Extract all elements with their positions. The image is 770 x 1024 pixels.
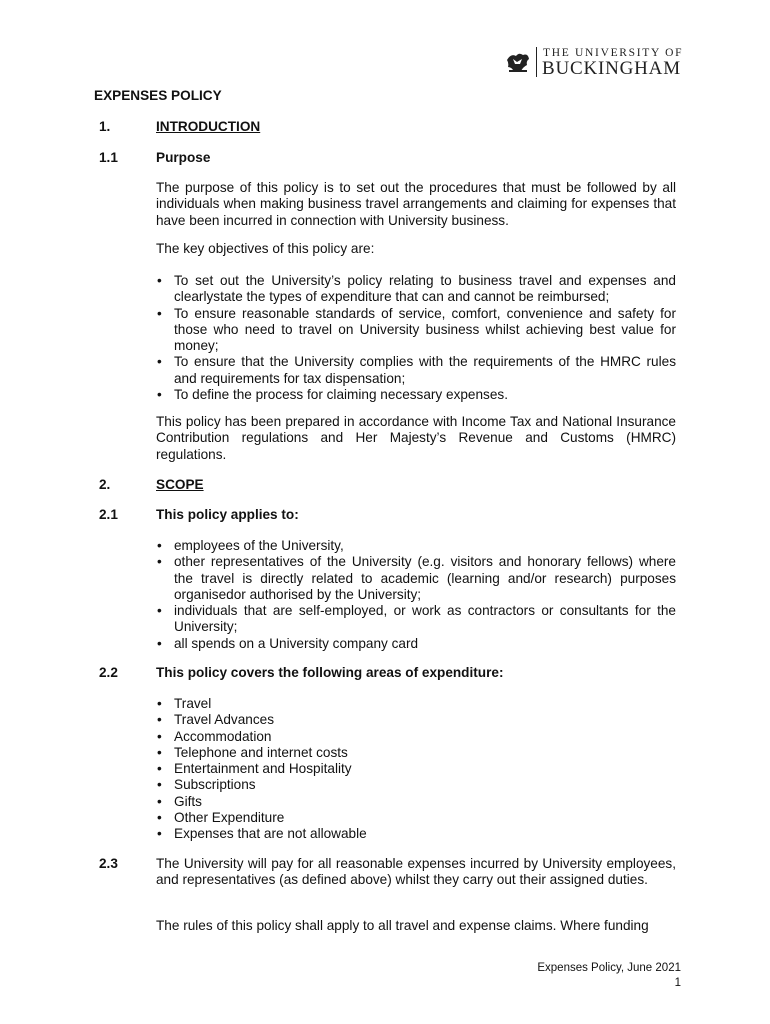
section-2-3-paragraph: The University will pay for all reasonable expenses incurred by University employees, and representatives (as defined above) whilst they carry out their assigned duties. <box>156 856 676 888</box>
list-item: • Subscriptions <box>156 777 676 793</box>
list-item: • Travel <box>156 696 676 712</box>
section-1-number: 1. <box>99 119 111 134</box>
crest-icon <box>505 50 531 74</box>
footer-document-info: Expenses Policy, June 2021 <box>537 962 681 974</box>
list-item: • Travel Advances <box>156 712 676 728</box>
purpose-paragraph: The purpose of this policy is to set out the procedures that must be followed by all individuals when making business travel arrangements and claiming for expenses that have been incurred in connection with University business. <box>156 180 676 228</box>
list-item: • Gifts <box>156 794 676 810</box>
list-item: • employees of the University, <box>156 538 676 554</box>
section-2-1-number: 2.1 <box>99 507 118 522</box>
section-2-2-heading: This policy covers the following areas of expenditure: <box>156 665 504 680</box>
section-1-1-heading: Purpose <box>156 150 211 165</box>
section-2-3-number: 2.3 <box>99 856 118 871</box>
section-1-heading: INTRODUCTION <box>156 119 261 134</box>
section-2-3-paragraph-2: The rules of this policy shall apply to all travel and expense claims. Where funding <box>156 918 649 933</box>
section-2-1-heading: This policy applies to: <box>156 507 299 522</box>
section-1-1-number: 1.1 <box>99 150 118 165</box>
list-item: • Expenses that are not allowable <box>156 826 676 842</box>
list-item: • individuals that are self-employed, or work as contractors or consultants for the University; <box>156 603 676 636</box>
section-2-number: 2. <box>99 477 111 492</box>
document-title: EXPENSES POLICY <box>94 88 222 103</box>
regulations-paragraph: This policy has been prepared in accordance with Income Tax and National Insurance Contribution regulations and Her Majesty’s Revenue and Customs (HMRC) regulations. <box>156 414 676 462</box>
university-logo <box>505 44 685 80</box>
list-item: • Other Expenditure <box>156 810 676 826</box>
list-item: • Accommodation <box>156 729 676 745</box>
section-2-2-number: 2.2 <box>99 665 118 680</box>
logo-text-top: THE UNIVERSITY OF <box>543 47 684 59</box>
expenditure-areas-list <box>156 696 676 843</box>
section-2-heading: SCOPE <box>156 477 204 492</box>
applies-to-list <box>156 538 676 652</box>
logo-text-main: BUCKINGHAM <box>542 58 681 79</box>
footer-page-number: 1 <box>674 977 681 989</box>
list-item: • To ensure reasonable standards of service, comfort, convenience and safety for those who need to travel on University business whilst achieving best value for money; <box>156 306 676 355</box>
list-item: • To define the process for claiming necessary expenses. <box>156 387 676 403</box>
list-item: • To set out the University’s policy relating to business travel and expenses and clearlystate the types of expenditure that can and cannot be reimbursed; <box>156 273 676 306</box>
list-item: • other representatives of the University (e.g. visitors and honorary fellows) where the travel is directly related to academic (learning and/or research) purposes organisedor authorised by the University; <box>156 554 676 603</box>
objectives-list <box>156 273 676 403</box>
list-item: • Entertainment and Hospitality <box>156 761 676 777</box>
list-item: • To ensure that the University complies with the requirements of the HMRC rules and requirements for tax dispensation; <box>156 354 676 387</box>
list-item: • all spends on a University company card <box>156 636 676 652</box>
objectives-intro: The key objectives of this policy are: <box>156 241 375 256</box>
logo-divider <box>536 47 537 77</box>
list-item: • Telephone and internet costs <box>156 745 676 761</box>
